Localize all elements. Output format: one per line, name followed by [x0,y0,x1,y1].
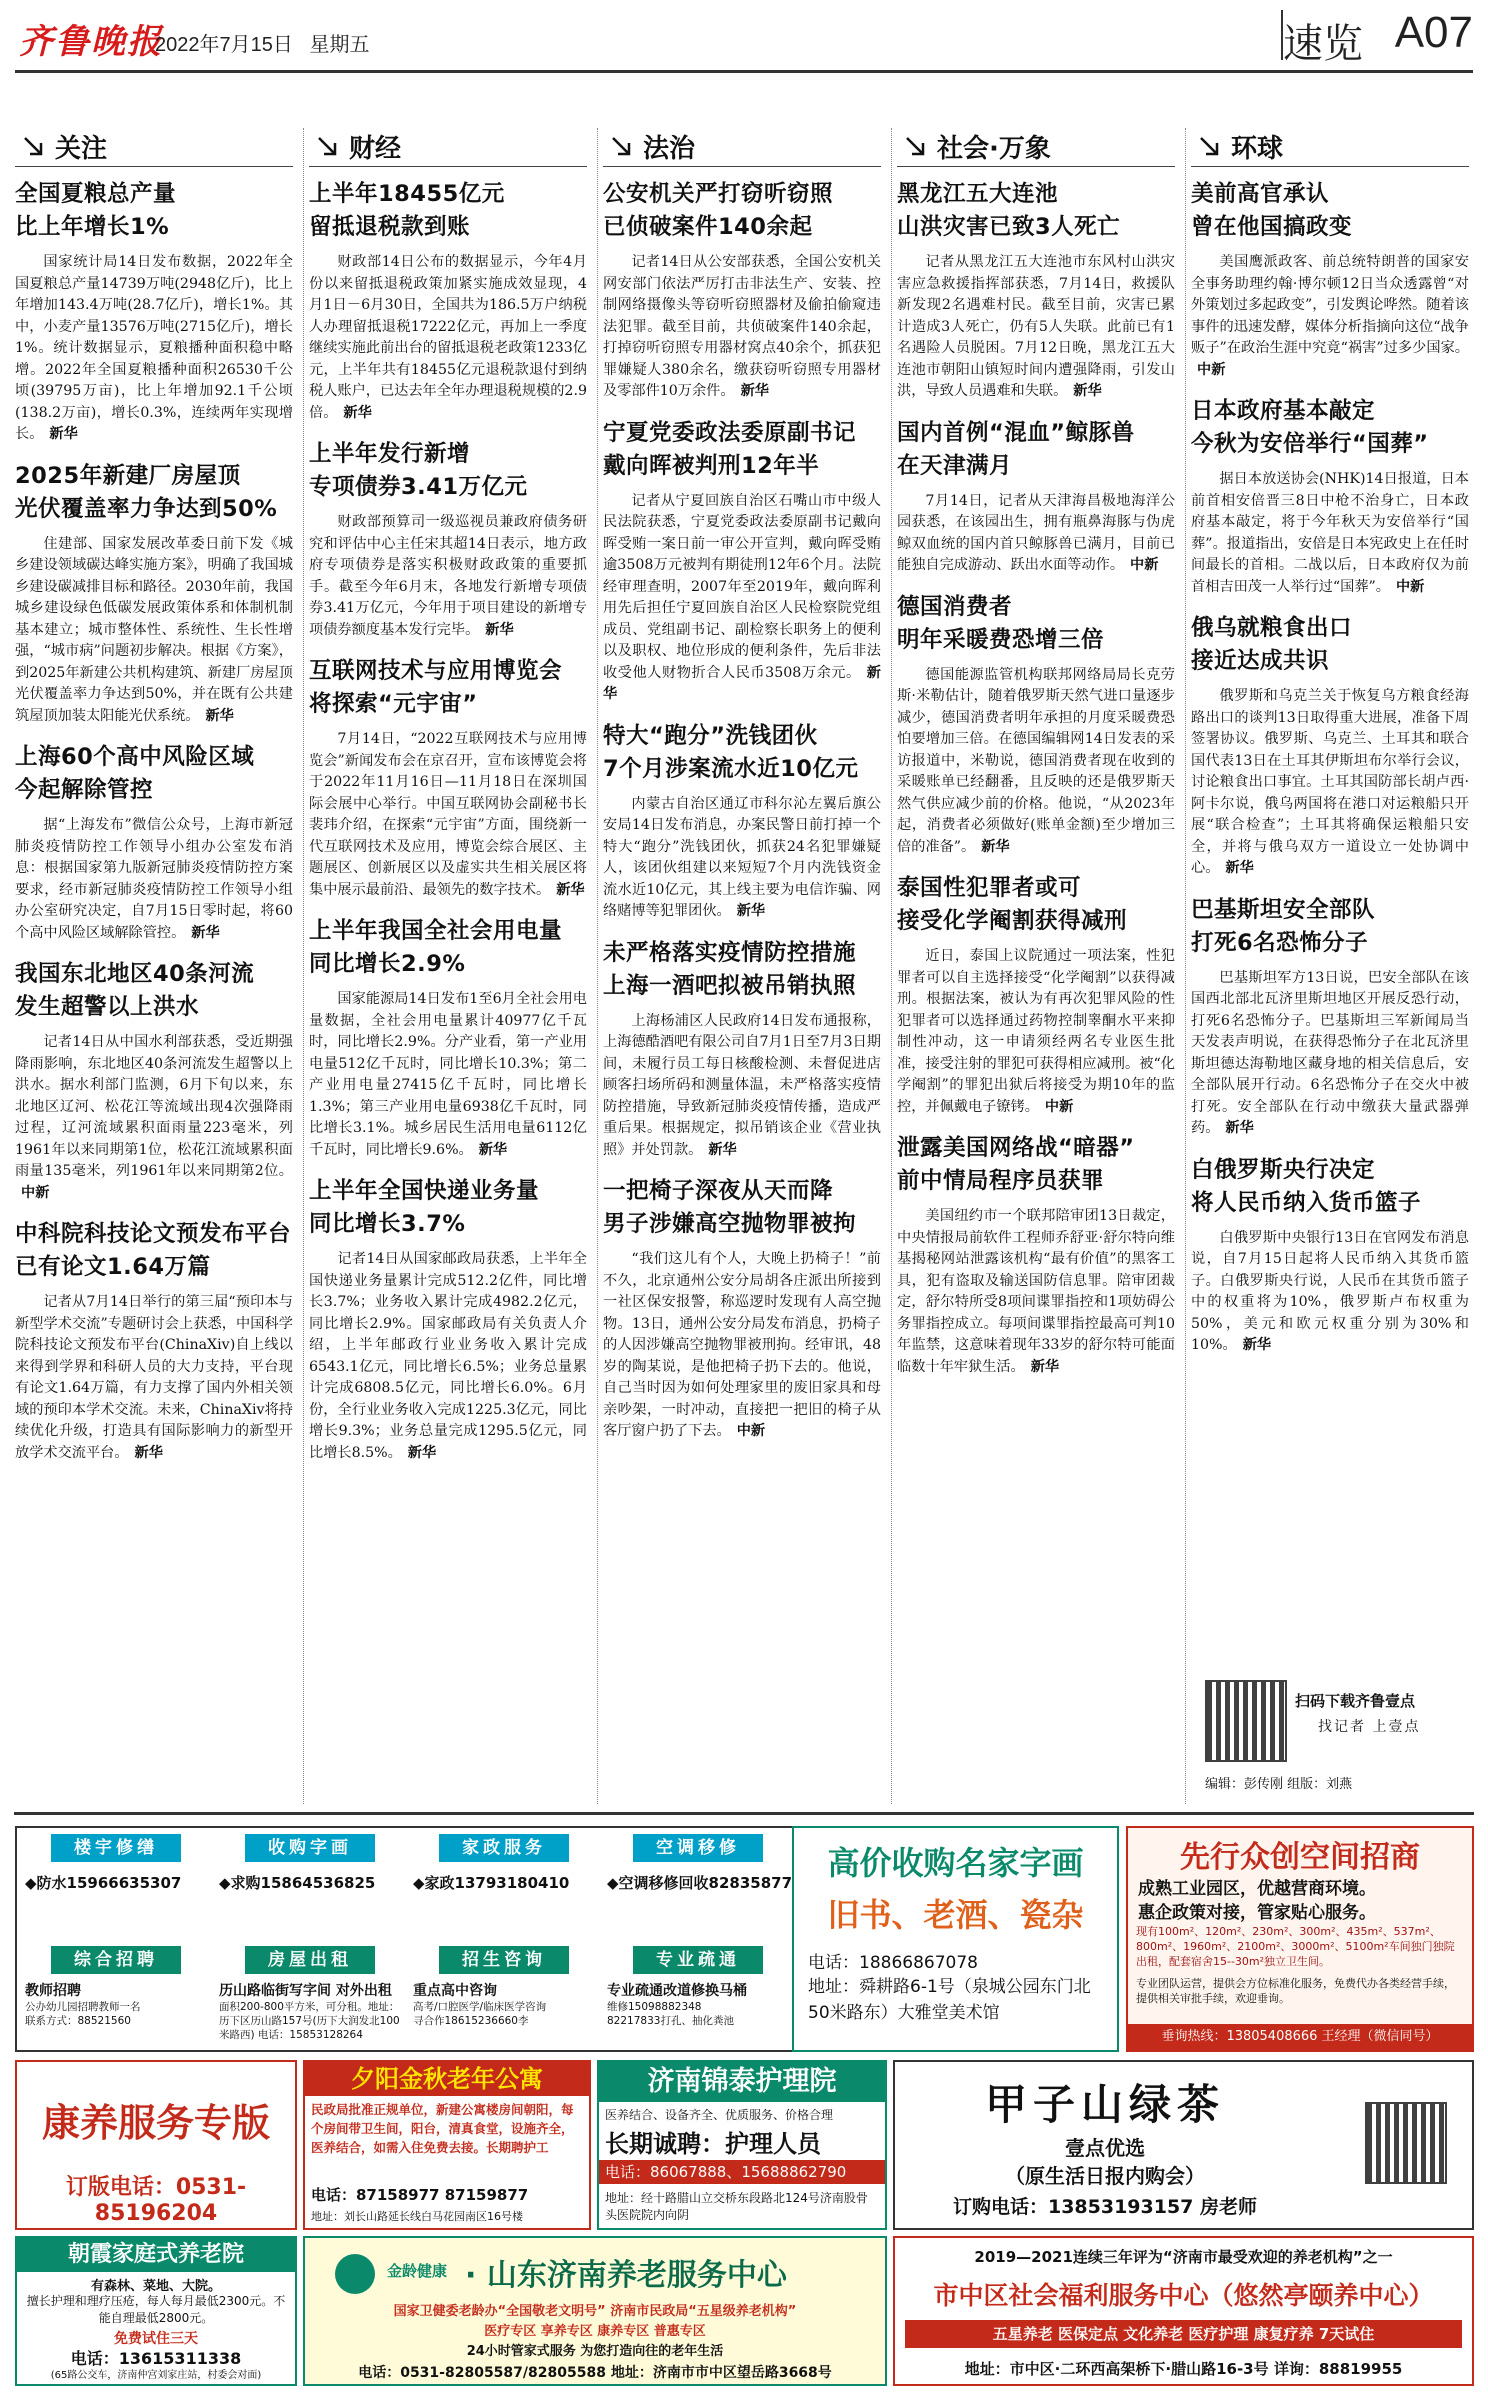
article-text: 国家统计局14日发布数据，2022年全国夏粮总产量14739万吨(2948亿斤)，比上年增加143.4万吨(28.7亿斤)，增长1%。其中，小麦产量13576万吨(2715亿斤)，增长1%。统计数据显示，夏粮播种面积稳中略增。2022年全国夏粮播种面积26530千公顷(39795万亩)，比上年增加92.1千公顷(138.2万亩)，增长0.3%，连续两年实现增长。 [15,254,293,442]
news-article[interactable] [897,417,1175,577]
classified-ad[interactable] [603,1940,797,2050]
article-body [15,252,293,446]
article-headline[interactable]: 黑龙江五大连池 山洪灾害已致3人死亡 [897,181,1121,240]
article-headline[interactable]: 中科院科技论文预发布平台 已有论文1.64万篇 [15,1221,292,1280]
classified-ad[interactable] [603,1828,797,1938]
article-text: 记者从宁夏回族自治区石嘴山市中级人民法院获悉，宁夏党委政法委原副书记戴向晖受贿一案日前一审公开宣判，戴向晖受贿逾3508万元被判有期徒刑12年6个月。法院经审理查明，2007年至2019年，戴向晖利用先后担任宁夏回族自治区人民检察院党组成员、党组副书记、副检察长职务上的便利以及职权、地位形成的便利条件，先后非法收受他人财物折合人民币3508万余元。 [603,492,881,681]
column-divider [891,128,892,1804]
clover-icon [335,2254,375,2294]
column-title: 法治 [643,134,696,164]
news-article[interactable] [15,460,293,728]
article-text: 7月14日，“2022互联网技术与应用博览会”新闻发布会在京召开，宣布该博览会将于2022年11月16日—11月18日在深圳国际会展中心举行。中国互联网协会副秘书长裴玮介绍，在探索“元宇宙”方面，围绕新一代互联网技术及应用，博览会综合展区、主题展区、创新展区以及虚实共生相关展区将集中展示最前沿、最领先的数字技术。 [309,731,587,898]
classified-category: 楼宇修缮 [51,1834,181,1862]
article-text: 记者14日从国家邮政局获悉，上半年全国快递业务量累计完成512.2亿件，同比增长3.7%；业务收入累计完成4982.2亿元，同比增长2.9%。国家邮政局有关负责人介绍，上半年邮政行业业务收入累计完成6543.1亿元，同比增长6.5%；业务总量累计完成6808.5亿元，同比增长6.0%。6月份，全行业业务收入完成1225.3亿元，同比增长9.3%；业务总量完成1295.5亿元，同比增长8.5%。 [309,1251,587,1461]
article-source: 中新 [736,1423,766,1439]
classified-line: ◆家政13793180410 [413,1874,570,1892]
column-divider [597,128,598,1804]
news-article[interactable] [603,417,881,706]
ad-welfare-center: 2019—2021连续三年评为“济南市最受欢迎的养老机构”之一 市中区社会福利服务中心（悠然亭颐养中心） 五星养老 医保定点 文化养老 医疗护理 康复疗养 7天试住 地址：市中区·二环西高架桥下·腊山路16-3号 详询：88819955 [893,2236,1474,2386]
news-column [309,128,587,1804]
article-headline[interactable]: 泰国性犯罪者或可 接受化学阉割获得减刑 [897,875,1128,934]
article-source: 中新 [1395,578,1425,595]
article-text: 记者14日从公安部获悉，全国公安机关网安部门依法严厉打击非法生产、安装、控制网络摄像头等窃听窃照器材及偷拍偷窥违法犯罪。截至目前，共侦破案件140余起，打掉窃听窃照专用器材窝点40余个，抓获犯罪嫌疑人380余名，缴获窃听窃照专用器材及零部件10万余件。 [603,254,881,399]
column-header [897,128,1175,167]
news-article[interactable] [603,178,881,403]
article-body [897,1206,1175,1378]
ad-jintai-nursing: 济南锦泰护理院 医养结合、设备齐全、优质服务、价格合理 长期诚聘：护理人员 电话：86067888、15688862790 地址：经十路腊山立交桥东段路北124号济南股骨头医院院内向阴 [597,2060,887,2230]
article-body [897,665,1175,859]
news-article[interactable] [897,591,1175,859]
arrow-down-right-icon [903,134,927,158]
classified-ad[interactable] [21,1828,215,1938]
article-headline[interactable]: 国内首例“混血”鲸豚兽 在天津满月 [897,419,1135,479]
news-article[interactable] [1191,178,1469,381]
article-text: 巴基斯坦军方13日说，巴安全部队在该国西北部北瓦济里斯坦地区开展反恐行动，打死6名恐怖分子。巴基斯坦三军新闻局当天发表声明说，在获得恐怖分子在北瓦济里斯坦德达海勒地区藏身地的相关信息后，安全部队展开行动。6名恐怖分子在交火中被打死。安全部队在行动中缴获大量武器弹药。 [1191,969,1469,1136]
article-text: 内蒙古自治区通辽市科尔沁左翼后旗公安局14日发布消息，办案民警日前打掉一个特大“跑分”洗钱团伙，抓获24名犯罪嫌疑人，该团伙组建以来短短7个月内洗钱资金流水近10亿元，其上线主要为电信诈骗、网络赌博等犯罪团伙。 [603,795,881,919]
classified-line: ◆空调移修回收82835877 [607,1874,793,1892]
news-article[interactable] [15,741,293,944]
arrow-down-right-icon [1197,134,1221,158]
classified-ad[interactable] [409,1828,603,1938]
article-headline[interactable]: 未严格落实疫情防控措施 上海一酒吧拟被吊销执照 [603,939,857,999]
article-source: 新华 [556,881,585,898]
article-body [603,1249,881,1443]
article-source: 中新 [21,1184,50,1201]
news-column [1191,128,1469,1804]
news-column [603,128,881,1804]
news-article[interactable] [15,1218,293,1464]
news-article[interactable] [897,178,1175,403]
article-text: 据日本放送协会(NHK)14日报道，日本前首相安倍晋三8日中枪不治身亡，日本政府基本敲定，将于今年秋天为安倍举行“国葬”。报道指出，安倍是日本宪政史上在任时间最长的首相。二战以后，日本政府仅为前首相吉田茂一人举行过“国葬”。 [1191,471,1469,595]
article-text: 财政部预算司一级巡视员兼政府债务研究和评估中心主任宋其超14日表示，地方政府专项债券是落实积极财政政策的重要抓手。截至今年6月末，各地发行新增专项债券3.41万亿元，今年用于项目建设的新增专项债券额度基本发行完毕。 [309,514,587,638]
classified-ad[interactable] [215,1940,409,2050]
news-article[interactable] [603,937,881,1162]
article-text: 记者从黑龙江五大连池市东风村山洪灾害应急救援指挥部获悉，7月14日，救援队新发现2名遇难村民。截至目前，灾害已累计造成3人死亡，仍有5人失联。此前已有1名遇险人员脱困。7月12日晚，黑龙江五大连池市朝阳山镇短时间内遭强降雨，引发山洪，导致人员遇难和失联。 [897,254,1175,399]
article-text: 俄罗斯和乌克兰关于恢复乌方粮食经海路出口的谈判13日取得重大进展，准备下周签署协议。俄罗斯、乌克兰、土耳其和联合国代表13日在土耳其伊斯坦布尔举行会议，讨论粮食出口事宜。土耳其国防部长胡卢西·阿卡尔说，俄乌两国将在港口对运粮船只开展“联合检查”；土耳其将确保运粮船只安全，并将与俄乌双方一道设立一处协调中心。 [1191,688,1469,876]
classified-line: 教师招聘 [25,1983,81,1999]
article-body [603,252,881,403]
news-article[interactable] [309,438,587,641]
news-column [15,128,293,1804]
ad-section-divider [14,1812,1474,1815]
column-title: 财经 [349,134,402,164]
arrow-down-right-icon [315,134,339,158]
article-headline[interactable]: 公安机关严打窃听窃照 已侦破案件140余起 [603,181,834,240]
column-title: 社会·万象 [937,134,1051,164]
article-source: 新华 [485,621,514,638]
ad-zhaoxia-home: 朝霞家庭式养老院 有森林、菜地、大院。 擅长护理和理疗压疮，每人每月最低2300元。不能自理最低2800元。 免费试住三天 电话：13615311338 (65路公交车，济南仲宫刘家庄站，村委会对面) [15,2236,297,2386]
article-headline[interactable]: 上半年全国快递业务量 同比增长3.7% [309,1178,540,1237]
classified-category: 收购字画 [245,1834,375,1862]
article-body [897,252,1175,403]
article-source: 新华 [1073,383,1102,399]
column-title: 关注 [55,134,108,164]
article-text: 记者从7月14日举行的第三届“预印本与新型学术交流”专题研讨会上获悉，中国科学院科技论文预发布平台(ChinaXiv)自上线以来得到学界和科研人员的大力支持，平台现有论文1.64万篇，有力支撑了国内外相关领域的预印本学术交流。未来，ChinaXiv将持续优化升级，打造具有国际影响力的新型开放学术交流平台。 [15,1294,293,1461]
column-title: 环球 [1231,134,1284,164]
news-article[interactable] [603,1175,881,1443]
ad-kangyang: 康养服务专版 订版电话：0531-85196204 [15,2060,297,2230]
article-text: 美国鹰派政客、前总统特朗普的国家安全事务助理约翰·博尔顿12日当众透露曾“对外策划过多起政变”，引发舆论哗然。随着该事件的迅速发酵，媒体分析指摘向这位“战争贩子”在政治生涯中究竟“祸害”过多少国家。 [1191,254,1469,356]
article-text: 住建部、国家发展改革委日前下发《城乡建设领域碳达峰实施方案》，明确了我国城乡建设碳减排目标和路径。2030年前，我国城乡建设绿色低碳发展政策体系和体制机制基本建立；城市整体性、系统性、生长性增强，“城市病”问题初步解决。根据《方案》，到2025年新建公共机构建筑、新建厂房屋顶光伏覆盖率力争达到50%，并在既有公共建筑屋顶加装太阳能光伏系统。 [15,535,293,724]
arrow-down-right-icon [609,134,633,158]
article-body [603,794,881,923]
section-name: 速览 [1283,21,1363,67]
article-body [15,534,293,728]
editor-credit: 编辑：彭传刚 组版：刘燕 [1205,1777,1353,1792]
article-headline[interactable]: 2025年新建厂房屋顶 光伏覆盖率力争达到50% [15,462,278,522]
news-column [897,128,1175,1804]
classified-ad[interactable] [21,1940,215,2050]
article-headline[interactable]: 一把椅子深夜从天而降 男子涉嫌高空抛物罪被拘 [603,1178,857,1237]
article-headline[interactable]: 白俄罗斯央行决定 将人民币纳入货币篮子 [1191,1156,1422,1216]
classified-ad[interactable] [409,1940,603,2050]
article-headline[interactable]: 特大“跑分”洗钱团伙 7个月涉案流水近10亿元 [603,722,859,782]
classified-line: 历山路临街写字间 对外出租 [219,1983,392,1999]
article-source: 新华 [1030,1358,1060,1375]
article-headline[interactable]: 美前高官承认 曾在他国搞政变 [1191,181,1353,240]
news-article[interactable] [603,720,881,923]
article-headline[interactable]: 俄乌就粮食出口 接近达成共识 [1191,615,1353,674]
article-headline[interactable]: 日本政府基本敲定 今秋为安倍举行“国葬” [1191,398,1429,457]
article-headline[interactable]: 泄露美国网络战“暗器” 前中情局程序员获罪 [897,1135,1135,1194]
article-source: 新华 [736,903,766,919]
article-text: 7月14日，记者从天津海昌极地海洋公园获悉，在该园出生，拥有瓶鼻海豚与伪虎鲸双血统的国内首只鲸豚兽已满月，目前已能独自完成游动、跃出水面等动作。 [897,492,1175,573]
article-source: 中新 [1197,361,1226,378]
news-article[interactable] [1191,395,1469,598]
ad-collect-calligraphy: 高价收购名家字画 旧书、老酒、瓷杂 电话：18866867078 地址：舜耕路6-1号（泉城公园东门北50米路东）大雅堂美术馆 [792,1826,1119,2052]
article-text: 上海杨浦区人民政府14日发布通报称，上海德酷酒吧有限公司自7月1日至7月3日期间，未履行员工每日核酸检测、未督促进店顾客扫场所码和测量体温，未严格落实疫情防控措施，导致新冠肺炎疫情传播，造成严重后果。根据规定，拟吊销该企业《营业执照》并处罚款。 [603,1012,881,1158]
news-article[interactable] [309,178,587,424]
article-text: 记者14日从中国水利部获悉，受近期强降雨影响，东北地区40条河流发生超警以上洪水。据水利部门监测，6月下旬以来，东北地区辽河、松花江等流域出现4次强降雨过程，辽河流域累积面雨量223毫米，列1961年以来同期第1位，松花江流域累积面雨量135毫米，列1961年以来同期第2位。 [15,1034,293,1179]
ad-elderly-service-center: 金龄健康 · 山东济南养老服务中心 国家卫健委老龄办“全国敬老文明号” 济南市民政局“五星级养老机构” 医疗专区 享养专区 康养专区 普惠专区 24小时管家式服务 为您打造向往的老年生活 电话：0531-82805587/82805588 地址：济南市市中区望岳路3668号 [303,2236,887,2386]
article-headline[interactable]: 上半年我国全社会用电量 同比增长2.9% [309,918,563,977]
article-body [1191,1228,1469,1357]
classified-category: 空调移修 [633,1834,763,1862]
article-body [1191,968,1469,1140]
arrow-down-right-icon [21,134,45,158]
classified-ad[interactable] [215,1828,409,1938]
column-header [1191,128,1469,167]
article-body [15,1032,293,1204]
news-article[interactable] [309,915,587,1161]
article-source: 新华 [708,1141,737,1158]
page-number: A07 [1394,8,1473,57]
classified-line: 专业疏通改道修换马桶 [607,1983,747,1999]
classified-detail: 公办幼儿园招聘教师一名 联系方式：88521560 [25,2001,141,2027]
news-article[interactable] [1191,612,1469,880]
article-body [15,815,293,944]
masthead [15,0,1473,73]
column-header [309,128,587,167]
article-body [15,1292,293,1464]
article-body [309,512,587,641]
article-text: 财政部14日公布的数据显示，今年4月份以来留抵退税政策加紧实施成效显现，4月1日－6月30日，全国共为186.5万户纳税人办理留抵退税17222亿元，再加上一季度继续实施此前出台的留抵退税老政策1233亿元，上半年共有18455亿元退税款退付到纳税人账户，已达去年全年办理退税规模的2.9倍。 [309,254,587,421]
news-article[interactable] [15,178,293,446]
news-article[interactable] [309,655,587,901]
article-headline[interactable]: 上半年18455亿元 留抵退税款到账 [309,181,505,240]
news-article[interactable] [1191,1154,1469,1357]
article-source: 新华 [603,664,881,702]
column-header [15,128,293,167]
classified-detail: 高考/口腔医学/临床医学咨询 寻合作18615236660李 [413,2001,547,2027]
ad-green-tea: 甲子山绿茶 壹点优选 （原生活日报内购会） 订购电话：13853193157 房老师 [893,2060,1474,2230]
article-source: 新华 [1225,860,1254,876]
article-source: 新华 [981,838,1010,855]
article-source: 新华 [205,707,234,724]
newspaper-logo: 齐鲁晚报 [19,22,163,62]
article-body [897,491,1175,577]
article-headline[interactable]: 互联网技术与应用博览会 将探索“元宇宙” [309,658,563,717]
classified-detail: 面积200-800平方米，可分租。地址：历下区历山路157号(历下大润发北100米路西) 电话：15853128264 [219,2001,400,2041]
article-source: 新华 [407,1444,437,1461]
article-headline[interactable]: 全国夏粮总产量 比上年增长1% [15,181,177,240]
article-source: 新华 [478,1141,508,1158]
article-text: “我们这儿有个人，大晚上扔椅子！”前不久，北京通州公安分局胡各庄派出所接到一社区保安报警，称巡逻时发现有人高空抛物。13日，通州公安分局发布消息，扔椅子的人因涉嫌高空抛物罪被刑拘。经审讯，48岁的陶某说，是他把椅子扔下去的。他说，自己当时因为如何处理家里的废旧家具和母亲吵架，一时冲动，直接把一把旧的椅子从客厅窗户扔了下去。 [603,1251,881,1439]
classified-category: 招生咨询 [439,1946,569,1974]
article-headline[interactable]: 宁夏党委政法委原副书记 戴向晖被判刑12年半 [603,419,857,479]
qr-caption: 找记者 上壹点 [1318,1719,1421,1735]
article-source: 新华 [1225,1120,1254,1136]
article-body [309,729,587,901]
article-headline[interactable]: 巴基斯坦安全部队 打死6名恐怖分子 [1191,896,1376,956]
article-body [309,989,587,1161]
qr-caption: 扫码下载齐鲁壹点 [1295,1692,1416,1710]
article-source: 新华 [191,924,220,941]
ad-xiyang-apartment: 夕阳金秋老年公寓 民政局批准正规单位，新建公寓楼房间朝阳，每个房间带卫生间，阳台，清真食堂，设施齐全，医养结合，如需入住免费去接。长期聘护工 电话：87158977 87159877 地址：刘长山路延长线白马花园南区16号楼 [303,2060,591,2230]
classified-line: ◆防水15966635307 [25,1874,182,1892]
classified-category: 房屋出租 [245,1946,375,1974]
article-body [603,491,881,706]
article-body [309,252,587,424]
classified-line: ◆求购15864536825 [219,1874,376,1892]
article-body [897,946,1175,1118]
article-text: 近日，泰国上议院通过一项法案，性犯罪者可以自主选择接受“化学阉割”以获得减刑。根据法案，被认为有再次犯罪风险的性犯罪者可以选择通过药物控制睾酮水平来抑制性冲动，这一申请须经两名专业医生批准，接受注射的罪犯可获得相应减刑。被“化学阉割”的罪犯出狱后将接受为期10年的监控，并佩戴电子镣铐。 [897,948,1175,1115]
article-body [309,1249,587,1464]
news-article[interactable] [897,872,1175,1118]
news-article[interactable] [1191,894,1469,1140]
article-text: 德国能源监管机构联邦网络局局长克劳斯·米勒估计，随着俄罗斯天然气进口量逐步减少，德国消费者明年承担的月度采暖费恐怕要增加三倍。在德国编辑网14日发表的采访报道中，米勒说，德国消费者现在收到的采暖账单已经翻番，且反映的还是俄罗斯天然气供应减少前的价格。他说，“从2023年起，消费者必须做好(账单金额)至少增加三倍的准备”。 [897,666,1175,855]
news-article[interactable] [897,1132,1175,1378]
article-body [1191,469,1469,598]
news-article[interactable] [15,958,293,1204]
column-divider [303,128,304,1804]
article-text: 国家能源局14日发布1至6月全社会用电量数据，全社会用电量累计40977亿千瓦时，同比增长2.9%。分产业看，第一产业用电量512亿千瓦时，同比增长10.3%；第二产业用电量27415亿千瓦时，同比增长1.3%；第三产业用电量6938亿千瓦时，同比增长3.1%。城乡居民生活用电量6112亿千瓦时，同比增长9.6%。 [309,991,587,1158]
classified-category: 家政服务 [439,1834,569,1862]
article-source: 新华 [740,383,769,399]
article-body [1191,252,1469,381]
classified-line: 重点高中咨询 [413,1983,497,1999]
qr-code[interactable] [1205,1680,1287,1762]
article-body [603,1011,881,1162]
article-source: 中新 [1130,557,1159,573]
article-text: 据“上海发布”微信公众号，上海市新冠肺炎疫情防控工作领导小组办公室发布消息：根据国家第九版新冠肺炎疫情防控方案要求，经市新冠肺炎疫情防控工作领导小组办公室研究决定，自7月15日零时起，将60个高中风险区域解除管控。 [15,817,293,941]
article-source: 新华 [134,1444,163,1461]
qr-code[interactable] [1365,2102,1447,2184]
issue-date: 2022年7月15日 星期五 [155,34,370,56]
article-source: 新华 [49,426,78,442]
article-body [1191,686,1469,880]
news-article[interactable] [309,1175,587,1464]
classified-detail: 维修15098882348 82217833打孔、抽化粪池 [607,2001,734,2027]
classified-category: 综合招聘 [51,1946,181,1974]
article-headline[interactable]: 上海60个高中风险区域 今起解除管控 [15,744,255,803]
article-source: 中新 [1044,1098,1074,1115]
article-source: 新华 [343,404,372,421]
article-headline[interactable]: 德国消费者 明年采暖费恐增三倍 [897,593,1105,653]
column-divider [1185,128,1186,1804]
article-text: 美国纽约市一个联邦陪审团13日裁定，中央情报局前软件工程师乔舒亚·舒尔特向维基揭秘网站泄露该机构“最有价值”的黑客工具，犯有盗取及输送国防信息罪。陪审团裁定，舒尔特所受8项间谍罪指控和1项妨碍公务罪指控成立。每项间谍罪指控最高可判10年监禁，这意味着现年33岁的舒尔特可能面临数十年牢狱生活。 [897,1208,1175,1375]
column-header [603,128,881,167]
ad-space-rental: 先行众创空间招商 成熟工业园区，优越营商环境。 惠企政策对接，管家贴心服务。 现有100m²、120m²、230m²、300m²、435m²、537m²、800m²、1960m²、2100m²、3000m²、5100m²车间独门独院出租，配套宿舍15--30m²独立卫生间。 专业团队运营，提供会方位标准化服务，免费代办各类经营手续，提供相关审批手续，欢迎垂询。 垂询热线：13805408666 王经理（微信同号） [1126,1826,1474,2052]
article-headline[interactable]: 上半年发行新增 专项债券3.41万亿元 [309,441,528,500]
article-source: 新华 [1242,1337,1272,1353]
classified-category: 专业疏通 [633,1946,763,1974]
article-headline[interactable]: 我国东北地区40条河流 发生超警以上洪水 [15,961,255,1020]
article-text: 白俄罗斯中央银行13日在官网发布消息说，自7月15日起将人民币纳入其货币篮子。白俄罗斯央行说，人民币在其货币篮子中的权重将为10%，俄罗斯卢布权重为50%，美元和欧元权重分别为30%和10%。 [1191,1229,1469,1353]
